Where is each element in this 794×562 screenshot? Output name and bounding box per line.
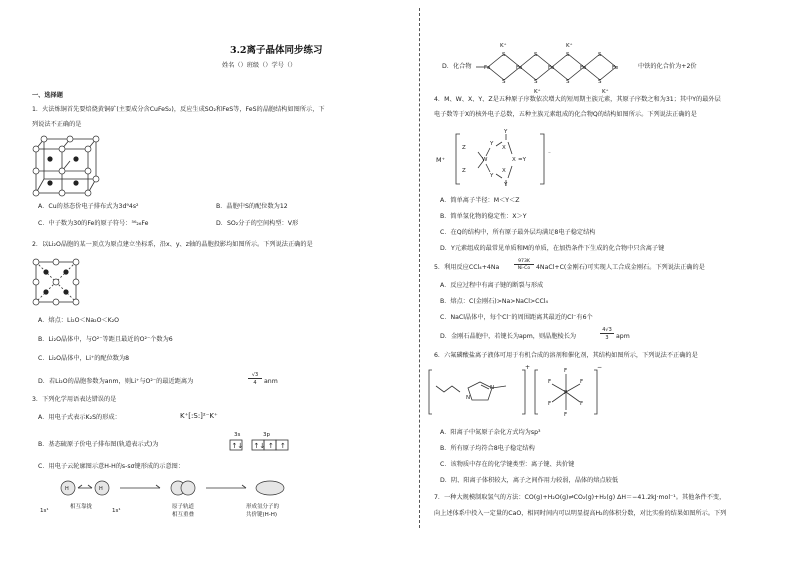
q1-option-d: D．SO₂分子的空间构型：V形 [216, 220, 299, 227]
q5-d-fraction-numerator: 4√3 [600, 327, 614, 334]
q6-option-b: B．所有原子均符合8电子稳定结构 [440, 445, 535, 452]
orbital-label-1s-right: 1s¹ [112, 508, 121, 514]
q4-option-a: A．简单离子半径：M＜Y＜Z [440, 197, 520, 204]
q4-anion-charge: ⁻ [548, 151, 551, 157]
q3-d-tail: 中铁的化合价为+2价 [638, 63, 697, 70]
h-atom-label-1: H [65, 486, 69, 492]
fe-atom-4: Fe [580, 65, 587, 71]
column-divider [419, 8, 420, 528]
orbital-label-1s-left: 1s¹ [40, 508, 49, 514]
q4-stem-line1: 4．M、W、X、Y、Z是五种原子序数依次增大的短周期主族元素，其原子序数之和为31；其中Y的最外层 [434, 96, 721, 103]
q3-option-d: D．化合物 [442, 63, 472, 70]
k-ion-2: K⁺ [566, 43, 573, 49]
q5-condition-catalyst: Ni-Co [517, 266, 531, 271]
q5-option-c: C．NaCl晶体中，每个Cl⁻的周围距离其最近的Cl⁻有6个 [440, 314, 593, 321]
q6-fluorine-upper-left: F [548, 379, 552, 385]
q2-option-a: A．熔点：Li₂O＜Na₂O＜K₂O [38, 317, 120, 324]
h-h-bond-formation-diagram [60, 476, 310, 500]
q2-d-fraction-numerator: √3 [248, 372, 262, 379]
fe-atom-2: Fe [516, 65, 523, 71]
q5-d-fraction-denominator: 3 [605, 335, 609, 341]
q6-fluorine-upper-right: F [580, 379, 584, 385]
q2-d-unit: anm [264, 378, 278, 385]
q2-option-b: B．Li₂O晶体中，与O²⁻等距且最近的O²⁻个数为6 [38, 336, 173, 343]
q4-atom-z-top: Z [462, 145, 466, 151]
svg-text:↑↓: ↑↓ [253, 442, 266, 450]
compound-q-structure [440, 126, 550, 192]
section-heading: 一、选择题 [32, 92, 63, 99]
q5-option-b: B．熔点：C(金刚石)>Na>NaCl>CCl₄ [440, 298, 548, 305]
q4-atom-x-bottom: X [502, 168, 506, 174]
q4-atom-y-left-top: Y [490, 141, 494, 147]
q4-double-bond-y: =Y [518, 157, 526, 163]
q6-option-d: D．阴、阳离子体积较大，离子之间作用力较弱，晶体的熔点较低 [440, 477, 619, 484]
s-atom-8: S [598, 79, 602, 85]
s-atom-1: S [502, 52, 506, 58]
q4-stem-line2: 电子数等于X的核外电子总数，五种主族元素组成的化合物Q的结构如图所示。下列说法正确的是 [434, 111, 697, 118]
q7-stem-line2: 向上述体系中投入一定量的CaO，相同时间内可以明显提高H₂的体积分数，对比实验的结果如图所示。下列 [434, 510, 727, 517]
arrow-label-approach: 相互靠拢 [70, 504, 93, 510]
k-ion-3: K⁺ [534, 89, 541, 95]
q6-nitrogen-left: N [466, 395, 471, 401]
q2-d-fraction-denominator: 4 [253, 380, 257, 386]
s-atom-7: S [566, 79, 570, 85]
q1-stem-line1: 1．火法炼铜首先要焙烧黄铜矿(主要成分含CuFeS₂)，反应生成SO₂和FeS等，FeS的晶胞结构如图所示，下 [32, 106, 325, 113]
q1-option-a: A．Cu的基态价电子排布式为3d⁹4s² [38, 203, 139, 210]
q3-option-a: A．用电子式表示K₂S的形成： [38, 414, 121, 421]
svg-text:↑↓: ↑↓ [231, 442, 244, 450]
q6-phosphorus: P [564, 390, 568, 396]
s-atom-2: S [534, 52, 538, 58]
fe-atom-3: Fe [548, 65, 555, 71]
q1-option-c: C．中子数为30的Fe的原子符号：⁵⁶₂₆Fe [38, 220, 149, 227]
q6-fluorine-bottom: F [564, 412, 568, 418]
q3-option-c: C．用电子云轮廓图示意H-H的s-sσ键形成的示意图： [38, 463, 185, 470]
ionic-liquid-structure [428, 364, 608, 420]
q6-stem: 6．六氟磷酸盐离子液体可用于有机合成的溶剂和催化剂，其结构如图所示，下列说法不正确的是 [434, 352, 698, 359]
fes-unit-cell-diagram [32, 135, 104, 199]
q4-option-b: B．简单氢化物的稳定性：X＞Y [440, 213, 527, 220]
s-atom-6: S [534, 79, 538, 85]
svg-text:↑: ↑ [280, 442, 286, 450]
q1-option-b: B．晶胞中S的配位数为12 [216, 203, 288, 210]
result-label-line2: 共价键(H-H) [246, 512, 278, 518]
orbital-diagram-boxes [230, 439, 290, 451]
q6-fluorine-top: F [564, 368, 568, 374]
s-atom-4: S [598, 52, 602, 58]
q2-option-d: D．若Li₂O的晶胞参数为anm，则Li⁺与O²⁻的最近距离为 [38, 378, 194, 385]
k-ion-1: K⁺ [500, 43, 507, 49]
q5-condition-temperature: 973K [514, 259, 534, 265]
q2-stem: 2．以Li₂O晶胞的某一顶点为原点建立坐标系，沿x、y、z轴的晶胞投影均如图所示。下列说法正确的是 [32, 241, 313, 248]
q4-m-cation: M⁺ [436, 156, 446, 164]
student-info-line: 姓名（）班级（）学号（） [222, 62, 297, 69]
q4-atom-x-center: X [512, 157, 516, 163]
q2-option-c: C．Li₂O晶体中，Li⁺的配位数为8 [38, 355, 130, 362]
page-title: 3.2离子晶体同步练习 [230, 45, 323, 56]
q3-stem: 3．下列化学用语表达错误的是 [32, 396, 117, 403]
q7-stem-line1: 7．一种大规模制取氢气的方法：CO(g)+H₂O(g)⇌CO₂(g)+H₂(g) ΔH＝−41.2kJ·mol⁻¹。其他条件不变， [434, 494, 726, 501]
q1-stem-line2: 列说法不正确的是 [32, 121, 82, 128]
q3-option-b: B．基态硫原子价电子排布图(轨道表示式)为 [38, 441, 159, 448]
q4-atom-y-bottom: Y [504, 182, 508, 188]
fe-atom-5: Fe [612, 65, 619, 71]
q6-option-a: A．阳离子中氮原子杂化方式均为sp³ [440, 429, 541, 436]
q4-atom-y-top: Y [504, 129, 508, 135]
q6-anion-charge: − [597, 364, 603, 371]
q4-atom-x-top: X [502, 145, 506, 151]
q5-stem-post: 4NaCl+C(金刚石)可实现人工合成金刚石。下列说法正确的是 [536, 264, 705, 271]
q4-atom-y-left-bottom: Y [490, 173, 494, 179]
q5-stem-pre: 5．利用反应CCl₄+4Na [434, 264, 500, 271]
q6-cation-charge: + [525, 364, 531, 371]
li2o-projection-diagram [32, 258, 80, 306]
q5-option-d: D．金刚石晶胞中，若键长为apm，则晶胞棱长为 [440, 333, 577, 340]
q4-option-c: C．在Q的结构中，所有原子最外层均满足8电子稳定结构 [440, 229, 596, 236]
q6-fluorine-lower-left: F [548, 401, 552, 407]
fe-atom-1: Fe [484, 65, 491, 71]
k-ion-4: K⁺ [602, 89, 609, 95]
q3-a-formula: K⁺[:S:]²⁻K⁺ [180, 412, 218, 420]
s-atom-5: S [502, 79, 506, 85]
q5-option-a: A．反应过程中有离子键的断裂与形成 [440, 282, 544, 289]
q3-b-3s-label: 3s [234, 432, 241, 438]
q4-option-d: D．Y元素组成的最常见单质和M的单质，在加热条件下生成的化合物中只含离子键 [440, 245, 665, 252]
q6-option-c: C．该物质中存在的化学键类型：离子键、共价键 [440, 461, 575, 468]
arrow-label-orbital: 原子轨道 [172, 504, 195, 510]
result-label-line1: 形成氢分子的 [246, 504, 280, 510]
s-atom-3: S [566, 52, 570, 58]
q3-b-3p-label: 3p [263, 432, 270, 438]
q6-fluorine-lower-right: F [580, 401, 584, 407]
h-atom-label-2: H [99, 486, 103, 492]
arrow-label-overlap: 相互重叠 [172, 512, 195, 518]
svg-text:↑: ↑ [268, 442, 274, 450]
q4-atom-z-bottom: Z [462, 168, 466, 174]
q6-nitrogen-right: N [490, 385, 495, 391]
q5-d-unit: apm [616, 333, 630, 340]
q4-atom-w: W [482, 157, 488, 163]
